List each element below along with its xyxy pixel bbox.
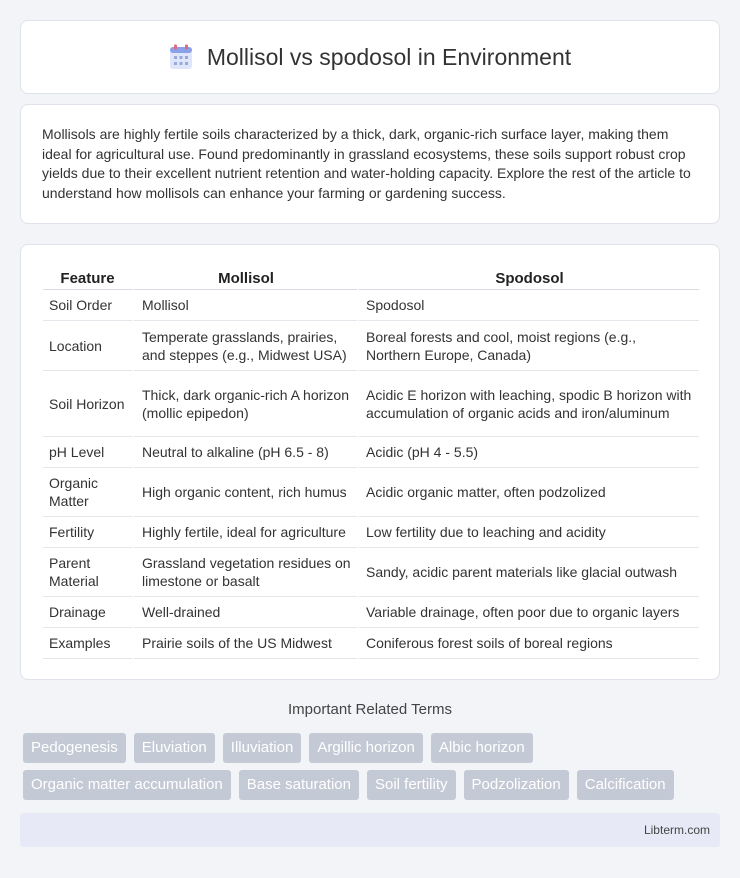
header-spodosol: Spodosol (357, 266, 699, 290)
tag-albic-horizon[interactable]: Albic horizon (431, 733, 533, 763)
tag-eluviation[interactable]: Eluviation (134, 733, 215, 763)
spodosol-cell: Acidic organic matter, often podzolized (357, 468, 699, 517)
feature-cell: Organic Matter (43, 468, 132, 517)
tag-illuviation[interactable]: Illuviation (223, 733, 302, 763)
feature-cell: Soil Horizon (43, 371, 132, 437)
tag-podzolization[interactable]: Podzolization (464, 770, 569, 800)
related-terms-title: Important Related Terms (288, 701, 452, 718)
table-row (43, 437, 699, 468)
feature-cell: pH Level (43, 437, 132, 468)
tag-organic-matter-accumulation[interactable]: Organic matter accumulation (23, 770, 231, 800)
table-row (43, 290, 699, 321)
tag-calcification[interactable]: Calcification (577, 770, 674, 800)
mollisol-cell: Neutral to alkaline (pH 6.5 - 8) (132, 437, 357, 468)
table-row (43, 597, 699, 628)
related-terms-tags (23, 733, 723, 807)
feature-cell: Fertility (43, 517, 132, 548)
feature-cell: Drainage (43, 597, 132, 628)
table-row (43, 628, 699, 659)
footer (20, 813, 720, 847)
header-mollisol: Mollisol (132, 266, 357, 290)
tag-base-saturation[interactable]: Base saturation (239, 770, 359, 800)
spodosol-cell: Variable drainage, often poor due to organic layers (357, 597, 699, 628)
mollisol-cell: Grassland vegetation residues on limestone or basalt (132, 548, 357, 597)
table-header-row (43, 266, 699, 290)
feature-cell: Parent Material (43, 548, 132, 597)
header-card (20, 20, 720, 94)
feature-cell: Soil Order (43, 290, 132, 321)
mollisol-cell: Thick, dark organic-rich A horizon (mollic epipedon) (132, 371, 357, 437)
spodosol-cell: Low fertility due to leaching and acidity (357, 517, 699, 548)
comparison-table (43, 266, 699, 659)
header-feature: Feature (43, 266, 132, 290)
table-row (43, 371, 699, 437)
intro-card (20, 104, 720, 224)
tag-argillic-horizon[interactable]: Argillic horizon (309, 733, 423, 763)
tag-pedogenesis[interactable]: Pedogenesis (23, 733, 126, 763)
footer-site-link[interactable]: Libterm.com (643, 823, 710, 837)
calendar-icon (169, 44, 193, 70)
table-row (43, 548, 699, 597)
mollisol-cell: Prairie soils of the US Midwest (132, 628, 357, 659)
comparison-card (20, 244, 720, 680)
mollisol-cell: Temperate grasslands, prairies, and steppes (e.g., Midwest USA) (132, 321, 357, 371)
spodosol-cell: Sandy, acidic parent materials like glacial outwash (357, 548, 699, 597)
spodosol-cell: Acidic E horizon with leaching, spodic B horizon with accumulation of organic acids and iron/aluminum (357, 371, 699, 437)
spodosol-cell: Boreal forests and cool, moist regions (e.g., Northern Europe, Canada) (357, 321, 699, 371)
tag-soil-fertility[interactable]: Soil fertility (367, 770, 456, 800)
tag-row (23, 733, 723, 763)
table-row (43, 468, 699, 517)
table-row (43, 321, 699, 371)
mollisol-cell: High organic content, rich humus (132, 468, 357, 517)
mollisol-cell: Mollisol (132, 290, 357, 321)
spodosol-cell: Acidic (pH 4 - 5.5) (357, 437, 699, 468)
mollisol-cell: Well-drained (132, 597, 357, 628)
table-row (43, 517, 699, 548)
feature-cell: Examples (43, 628, 132, 659)
page-title: Mollisol vs spodosol in Environment (206, 43, 572, 70)
spodosol-cell: Spodosol (357, 290, 699, 321)
mollisol-cell: Highly fertile, ideal for agriculture (132, 517, 357, 548)
tag-row (23, 770, 723, 800)
feature-cell: Location (43, 321, 132, 371)
intro-text: Mollisols are highly fertile soils characterized by a thick, dark, organic-rich surface layer, making them ideal for agricultural use. Found predominantly in grassland ecosystems, these soils support robust crop yields due to their excellent nutrient retention and water-holding capacity. Explore the rest of the article to understand how mollisols can enhance your farming or gardening success. (42, 126, 691, 201)
spodosol-cell: Coniferous forest soils of boreal regions (357, 628, 699, 659)
